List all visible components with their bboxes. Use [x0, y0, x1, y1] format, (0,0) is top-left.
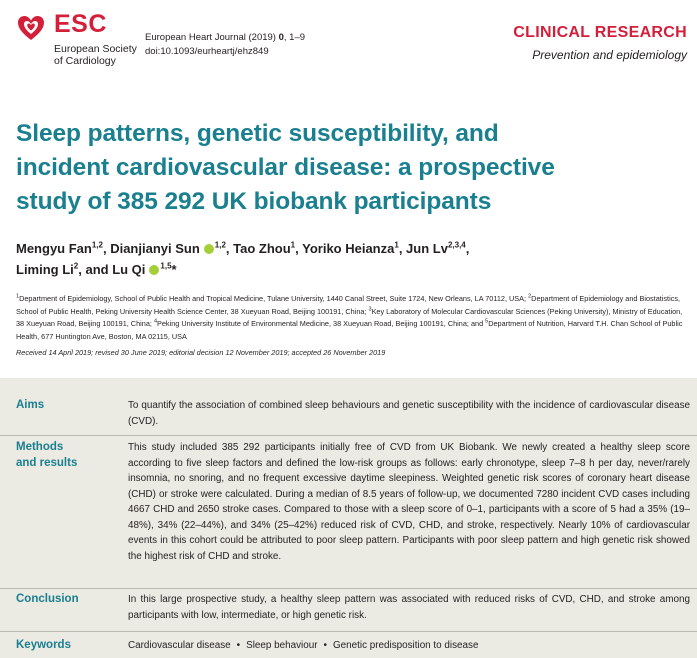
author-list	[16, 238, 686, 280]
orcid-icon[interactable]	[204, 244, 214, 254]
affiliations: $^1$Department of Epidemiology, School of Public Health and Tropical Medicine, Tulane University, 1440 Canal Street, Suite 1724, New Orleans, LA 70112, USA; $^2$Department of Epidemiology and Biostatistics, School of Public Health, Peking University Health Science Center, 38 Xueyuan Road, Beijing 100191, China; $^3$Key Laboratory of Molecular Cardiovascular Sciences (Peking University), Ministry of Education, 38 Xueyuan Road, Beijing 100191, China; $^4$Peking University Institute of Environmental Medicine, 38 Xueyuan Road, Beijing 100191, China; and $^5$Department of Nutrition, Harvard T.H. Chan School of Public Health, 677 Huntington Ave, Boston, MA 02115, USA	[16, 293, 683, 341]
author-name[interactable]: Dianjianyi Sun	[110, 241, 200, 256]
aims-text: To quantify the association of combined sleep behaviours and genetic susceptibility with the incidence of cardiovascular disease (CVD).	[128, 400, 690, 427]
keyword[interactable]: Sleep behaviour	[246, 640, 318, 651]
logo-subtitle	[54, 43, 144, 67]
author-name[interactable]: Yoriko Heianza	[302, 241, 395, 256]
logo-subtitle-line1: European Society	[54, 43, 137, 55]
author-affiliation-ref: 1	[290, 240, 296, 250]
logo-wordmark: ESC	[54, 10, 107, 38]
keywords-list	[128, 638, 690, 654]
author-affiliation-ref: 1,2	[214, 240, 226, 250]
doi[interactable]: doi:10.1093/eurheartj/ehz849	[145, 46, 269, 57]
keyword-separator: •	[323, 640, 327, 651]
conclusion-text: In this large prospective study, a healthy sleep pattern was associated with reduced risks of CVD, CHD, and stroke among participants with low, intermediate, or high genetic risk.	[128, 594, 690, 621]
author-name[interactable]: Lu Qi	[112, 262, 146, 277]
title-line: study of 385 292 UK biobank participants	[16, 188, 492, 215]
conclusion-label: Conclusion	[16, 593, 79, 605]
keyword[interactable]: Cardiovascular disease	[128, 640, 231, 651]
abstract-divider	[0, 435, 697, 436]
aims-label: Aims	[16, 399, 45, 411]
publication-dates: Received 14 April 2019; revised 30 June 2019; editorial decision 12 November 2019; accepted 26 November 2019	[16, 348, 386, 357]
title-line: Sleep patterns, genetic susceptibility, and	[16, 120, 499, 147]
esc-heart-logo-icon	[16, 13, 46, 43]
journal-volume: 0	[278, 32, 284, 43]
affiliation: Department of Nutrition, Harvard T.H. Chan School of Public Health, 677 Huntington Ave, Boston, MA 02115, USA	[16, 319, 683, 341]
subsection-label: Prevention and epidemiology	[532, 48, 687, 62]
corresponding-author-mark: *	[171, 262, 177, 277]
author-affiliation-ref: 1,2	[91, 240, 103, 250]
structured-abstract	[0, 378, 697, 658]
author-affiliation-ref: 1	[394, 240, 399, 250]
orcid-icon[interactable]	[149, 265, 159, 275]
methods-label: Methods and results	[16, 441, 78, 469]
keywords-label: Keywords	[16, 639, 71, 651]
author-affiliation-ref: 2,3,4	[447, 240, 466, 250]
author-name[interactable]: Liming Li	[16, 262, 74, 277]
title-line: incident cardiovascular disease: a prospective	[16, 154, 555, 181]
abstract-divider	[0, 631, 697, 632]
author-affiliation-ref: 2	[73, 261, 79, 271]
author-name[interactable]: Mengyu Fan	[16, 241, 92, 256]
section-label: CLINICAL RESEARCH	[513, 24, 687, 41]
article-title	[16, 117, 686, 219]
affiliation: Department of Epidemiology, School of Public Health and Tropical Medicine, Tulane University, 1440 Canal Street, Suite 1724, New Orleans, LA 70112, USA;	[19, 294, 529, 303]
affiliation: Key Laboratory of Molecular Cardiovascular Sciences (Peking University), Ministry of Education, 38 Xueyuan Road, Beijing 100191, China;	[16, 306, 683, 328]
page-header	[0, 0, 697, 80]
author-line: Liming Li$^2$, and Lu Qi $^{1,5}$*	[16, 261, 177, 277]
author-line: Mengyu Fan$^{1,2}$, Dianjianyi Sun $^{1,2}$, Tao Zhou$^1$, Yoriko Heianza$^1$, Jun Lv$^{2,3,4}$,	[16, 240, 470, 256]
journal-citation	[145, 31, 305, 59]
abstract-divider	[0, 588, 697, 589]
author-name[interactable]: Tao Zhou	[233, 241, 291, 256]
author-name[interactable]: Jun Lv	[406, 241, 448, 256]
methods-text: This study included 385 292 participants initially free of CVD from UK Biobank. We newly created a healthy sleep score according to five sleep factors and defined the low-risk groups as follows: early chronotype, sleep 7–8 h per day, never/rarely insomnia, no snoring, and no frequent excessive daytime sleepiness. Weighted genetic risk scores of coronary heart disease (CHD) or stroke were calculated. During a median of 8.5 years of follow-up, we documented 7280 incident CVD cases including 4667 CHD and 2650 stroke cases. Compared to those with a sleep score of 0–1, participants with a score of 5 had a 35% (19–48%), 34% (22–44%), and 34% (25–42%) reduced risk of CVD, CHD, and stroke, respectively. Nearly 10% of cardiovascular events in this cohort could be attributed to poor sleep pattern. Participants with poor sleep pattern and high genetic risk showed the highest risk of CHD and stroke.	[128, 442, 690, 562]
keyword-separator: •	[236, 640, 241, 651]
affiliation: Peking University Institute of Environmental Medicine, 38 Xueyuan Road, Beijing 100191, China; and	[157, 319, 486, 328]
journal-reference: European Heart Journal (2019) 0, 1–9	[145, 32, 306, 43]
keyword[interactable]: Genetic predisposition to disease	[332, 640, 479, 651]
author-affiliation-ref: 1,5	[160, 261, 172, 271]
logo-subtitle-line2: of Cardiology	[54, 55, 116, 67]
affiliation: Department of Epidemiology and Biostatistics, School of Public Health, Peking University Health Science Center, 38 Xueyuan Road, Beijing 100191, China;	[16, 294, 681, 316]
